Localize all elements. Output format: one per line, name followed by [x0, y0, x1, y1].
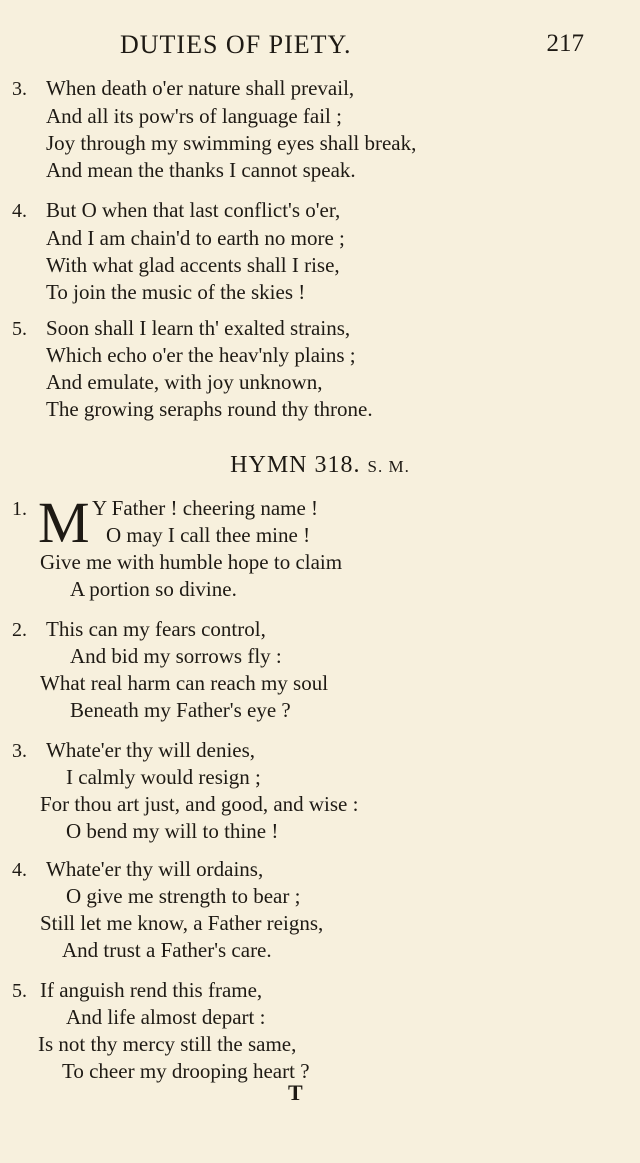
- verse-line: I calmly would resign ;: [66, 765, 261, 789]
- running-head: DUTIES OF PIETY.: [120, 30, 352, 59]
- verse-line: The growing seraphs round thy throne.: [46, 397, 373, 421]
- verse-line: What real harm can reach my soul: [40, 671, 329, 695]
- verse-line: Y Father ! cheering name !: [92, 496, 319, 520]
- stanza-number: 1.: [12, 498, 27, 520]
- verse-line: And trust a Father's care.: [62, 938, 272, 962]
- stanza-number: 5.: [12, 980, 27, 1002]
- verse-line: But O when that last conflict's o'er,: [46, 198, 341, 222]
- stanza-number: 2.: [12, 619, 27, 641]
- verse-line: O may I call thee mine !: [106, 523, 311, 547]
- verse-line: To cheer my drooping heart ?: [62, 1059, 310, 1083]
- signature-mark: T: [288, 1080, 303, 1105]
- verse-line: Soon shall I learn th' exalted strains,: [46, 316, 351, 340]
- verse-line: And mean the thanks I cannot speak.: [46, 158, 356, 182]
- verse-line: O give me strength to bear ;: [66, 884, 301, 908]
- verse-line: And life almost depart :: [66, 1005, 266, 1029]
- hymn-title: [0, 452, 640, 479]
- page-number: 217: [546, 30, 584, 57]
- verse-line: Beneath my Father's eye ?: [70, 698, 291, 722]
- stanza-number: 4.: [12, 859, 27, 881]
- verse-line: And emulate, with joy unknown,: [46, 370, 323, 394]
- page-header: [0, 30, 640, 66]
- verse-line: When death o'er nature shall prevail,: [46, 76, 355, 100]
- verse-line: To join the music of the skies !: [46, 280, 306, 304]
- verse-line: Whate'er thy will denies,: [46, 738, 256, 762]
- drop-cap: M: [38, 490, 90, 555]
- verse-line: Joy through my swimming eyes shall break,: [46, 131, 417, 155]
- verse-line: And I am chain'd to earth no more ;: [46, 226, 345, 250]
- stanza-number: 3.: [12, 78, 27, 100]
- stanza-number: 4.: [12, 200, 27, 222]
- verse-line: Whate'er thy will ordains,: [46, 857, 264, 881]
- stanza-number: 3.: [12, 740, 27, 762]
- hymn-number: HYMN 318.: [230, 452, 361, 478]
- hymn-meter: S. M.: [367, 457, 410, 476]
- verse-line: Which echo o'er the heav'nly plains ;: [46, 343, 356, 367]
- verse-line: With what glad accents shall I rise,: [46, 253, 340, 277]
- verse-line: And bid my sorrows fly :: [70, 644, 282, 668]
- verse-line: Is not thy mercy still the same,: [38, 1032, 297, 1056]
- verse-line: Still let me know, a Father reigns,: [40, 911, 324, 935]
- verse-line: O bend my will to thine !: [66, 819, 279, 843]
- verse-line: For thou art just, and good, and wise :: [40, 792, 359, 816]
- verse-line: This can my fears control,: [46, 617, 266, 641]
- verse-line: Give me with humble hope to claim: [40, 550, 343, 574]
- verse-line: And all its pow'rs of language fail ;: [46, 104, 342, 128]
- stanza-number: 5.: [12, 318, 27, 340]
- verse-line: A portion so divine.: [70, 577, 237, 601]
- verse-line: If anguish rend this frame,: [40, 978, 263, 1002]
